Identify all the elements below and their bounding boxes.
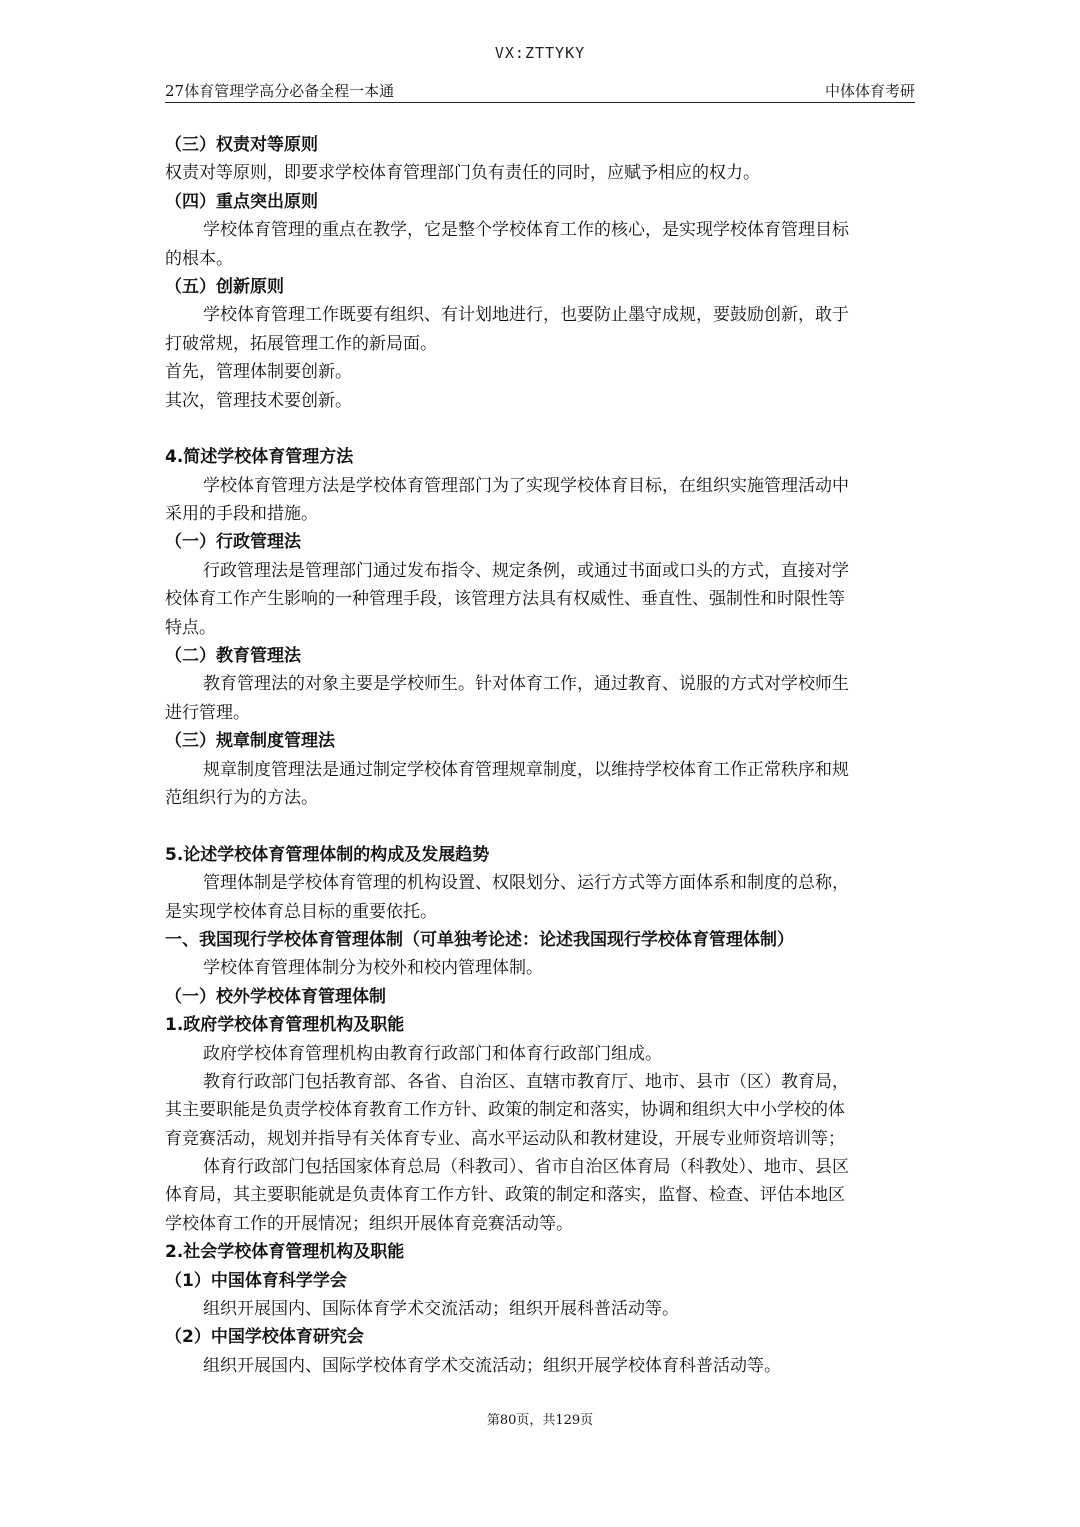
section-heading: （五）创新原则 bbox=[165, 276, 284, 297]
paragraph-line: 体育行政部门包括国家体育总局（科教司）、省市自治区体育局（科教处）、地市、县区 bbox=[203, 1157, 849, 1178]
page-number: 第80页，共129页 bbox=[486, 1413, 594, 1428]
paragraph-line: 学校体育管理的重点在教学，它是整个学校体育工作的核心，是实现学校体育管理目标 bbox=[203, 220, 849, 241]
section-heading: （1）中国体育科学学会 bbox=[165, 1270, 347, 1291]
paragraph-line: 的根本。 bbox=[165, 248, 233, 269]
section-heading: （二）教育管理法 bbox=[165, 646, 301, 667]
section-heading: （三）规章制度管理法 bbox=[165, 731, 335, 752]
paragraph-line: 政府学校体育管理机构由教育行政部门和体育行政部门组成。 bbox=[203, 1043, 662, 1064]
header-brand: 中体体育考研 bbox=[824, 82, 915, 100]
paragraph-line: 首先，管理体制要创新。 bbox=[165, 362, 352, 383]
section-heading: 5.论述学校体育管理体制的构成及发展趋势 bbox=[165, 844, 490, 865]
paragraph-line: 其次，管理技术要创新。 bbox=[165, 390, 352, 411]
blank-line bbox=[165, 812, 915, 840]
paragraph-line: 教育行政部门包括教育部、各省、自治区、直辖市教育厅、地市、县市（区）教育局， bbox=[203, 1071, 849, 1092]
paragraph-line: 育竞赛活动，规划并指导有关体育专业、高水平运动队和教材建设，开展专业师资培训等； bbox=[165, 1128, 845, 1149]
section-heading: 一、我国现行学校体育管理体制（可单独考论述：论述我国现行学校体育管理体制） bbox=[165, 929, 794, 950]
blank-line bbox=[165, 415, 915, 443]
paragraph-line: 特点。 bbox=[165, 617, 216, 638]
paragraph-line: 其主要职能是负责学校体育教育工作方针、政策的制定和落实，协调和组织大中小学校的体 bbox=[165, 1100, 845, 1121]
paragraph-line: 范组织行为的方法。 bbox=[165, 787, 318, 808]
paragraph-line: 采用的手段和措施。 bbox=[165, 504, 318, 525]
section-heading: （2）中国学校体育研究会 bbox=[165, 1327, 364, 1348]
paragraph-line: 权责对等原则，即要求学校体育管理部门负有责任的同时，应赋予相应的权力。 bbox=[165, 163, 760, 184]
section-heading: 2.社会学校体育管理机构及职能 bbox=[165, 1242, 405, 1263]
document-body bbox=[165, 131, 915, 1380]
section-heading: （一）校外学校体育管理体制 bbox=[165, 986, 386, 1007]
paragraph-line: 管理体制是学校体育管理的机构设置、权限划分、运行方式等方面体系和制度的总称， bbox=[203, 873, 849, 894]
paragraph-line: 是实现学校体育总目标的重要依托。 bbox=[165, 901, 437, 922]
paragraph-line: 体育局，其主要职能就是负责体育工作方针、政策的制定和落实，监督、检查、评估本地区 bbox=[165, 1185, 845, 1206]
section-heading: （四）重点突出原则 bbox=[165, 191, 318, 212]
paragraph-line: 进行管理。 bbox=[165, 702, 250, 723]
paragraph-line: 组织开展国内、国际学校体育学术交流活动；组织开展学校体育科普活动等。 bbox=[203, 1355, 781, 1376]
paragraph-line: 规章制度管理法是通过制定学校体育管理规章制度，以维持学校体育工作正常秩序和规 bbox=[203, 759, 849, 780]
watermark: VX:ZTTYKY bbox=[494, 44, 586, 62]
paragraph-line: 校体育工作产生影响的一种管理手段，该管理方法具有权威性、垂直性、强制性和时限性等 bbox=[165, 589, 845, 610]
section-heading: 1.政府学校体育管理机构及职能 bbox=[165, 1015, 405, 1036]
paragraph-line: 学校体育管理方法是学校体育管理部门为了实现学校体育目标，在组织实施管理活动中 bbox=[203, 475, 849, 496]
paragraph-line: 学校体育管理体制分为校外和校内管理体制。 bbox=[203, 958, 543, 979]
paragraph-line: 教育管理法的对象主要是学校师生。针对体育工作，通过教育、说服的方式对学校师生 bbox=[203, 674, 849, 695]
paragraph-line: 打破常规，拓展管理工作的新局面。 bbox=[165, 333, 437, 354]
header-title: 27体育管理学高分必备全程一本通 bbox=[165, 82, 395, 100]
paragraph-line: 学校体育管理工作既要有组织、有计划地进行，也要防止墨守成规，要鼓励创新，敢于 bbox=[203, 305, 849, 326]
paragraph-line: 学校体育工作的开展情况；组织开展体育竞赛活动等。 bbox=[165, 1213, 573, 1234]
section-heading: （一）行政管理法 bbox=[165, 532, 301, 553]
page-header bbox=[165, 78, 915, 103]
section-heading: （三）权责对等原则 bbox=[165, 135, 318, 155]
paragraph-line: 组织开展国内、国际体育学术交流活动；组织开展科普活动等。 bbox=[203, 1299, 679, 1320]
paragraph-line: 行政管理法是管理部门通过发布指令、规定条例，或通过书面或口头的方式，直接对学 bbox=[203, 560, 849, 581]
section-heading: 4.简述学校体育管理方法 bbox=[165, 447, 354, 468]
